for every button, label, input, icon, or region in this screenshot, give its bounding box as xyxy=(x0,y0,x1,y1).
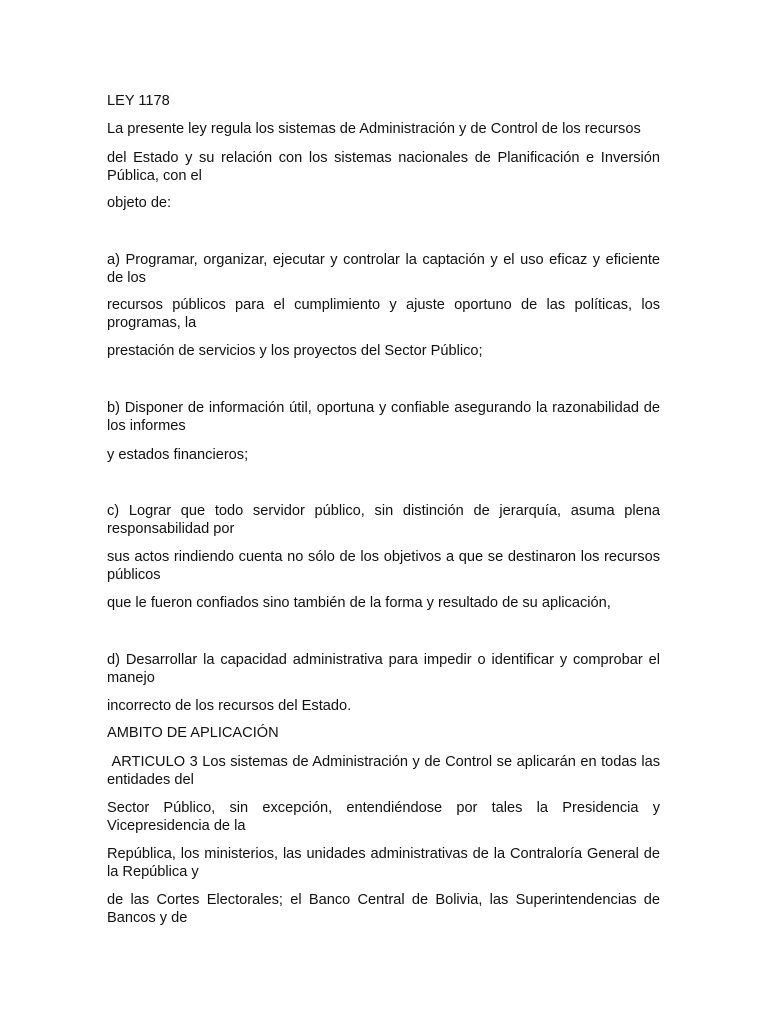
paragraph-text: a) Programar, organizar, ejecutar y controlar la captación y el uso eficaz y eficiente de los xyxy=(107,252,660,286)
paragraph-text: que le fueron confiados sino también de la forma y resultado de su aplicación, xyxy=(107,595,611,611)
article-3-line-1 xyxy=(107,753,665,789)
section-heading-ambito xyxy=(107,724,660,742)
objective-b-line-2 xyxy=(107,446,660,464)
paragraph-text: prestación de servicios y los proyectos del Sector Público; xyxy=(107,343,483,359)
objective-b-line-1 xyxy=(107,399,660,435)
objective-d-line-1 xyxy=(107,651,660,687)
document-title xyxy=(107,92,660,110)
objective-a-line-1 xyxy=(107,251,660,287)
paragraph-text: ARTICULO 3 Los sistemas de Administración y de Control se aplicarán en todas las entidades del xyxy=(107,754,665,788)
paragraph-intro-2 xyxy=(107,149,660,185)
paragraph-text: de las Cortes Electorales; el Banco Central de Bolivia, las Superintendencias de Bancos y de xyxy=(107,892,660,926)
paragraph-text: del Estado y su relación con los sistemas nacionales de Planificación e Inversión Pública, con el xyxy=(107,150,660,184)
paragraph-text: Sector Público, sin excepción, entendiéndose por tales la Presidencia y Vicepresidencia de la xyxy=(107,800,660,834)
paragraph-text: objeto de: xyxy=(107,195,172,211)
paragraph-text: y estados financieros; xyxy=(107,447,249,463)
section-heading-text: AMBITO DE APLICACIÓN xyxy=(107,725,279,741)
paragraph-text: incorrecto de los recursos del Estado. xyxy=(107,698,352,714)
paragraph-intro-1 xyxy=(107,120,660,138)
title-text: LEY 1178 xyxy=(107,93,170,109)
paragraph-intro-3 xyxy=(107,194,660,212)
objective-c-line-2 xyxy=(107,548,660,584)
objective-c-line-3 xyxy=(107,594,660,612)
article-3-line-4 xyxy=(107,891,660,927)
paragraph-text: La presente ley regula los sistemas de Administración y de Control de los recursos xyxy=(107,121,641,137)
paragraph-text: b) Disponer de información útil, oportuna y confiable asegurando la razonabilidad de los informes xyxy=(107,400,660,434)
objective-d-line-2 xyxy=(107,697,660,715)
objective-a-line-2 xyxy=(107,296,660,332)
paragraph-text: d) Desarrollar la capacidad administrativa para impedir o identificar y comprobar el manejo xyxy=(107,652,660,686)
article-3-line-3 xyxy=(107,845,660,881)
paragraph-text: c) Lograr que todo servidor público, sin distinción de jerarquía, asuma plena responsabilidad por xyxy=(107,503,660,537)
paragraph-text: sus actos rindiendo cuenta no sólo de los objetivos a que se destinaron los recursos públicos xyxy=(107,549,660,583)
objective-a-line-3 xyxy=(107,342,660,360)
paragraph-text: recursos públicos para el cumplimiento y ajuste oportuno de las políticas, los programas, la xyxy=(107,297,660,331)
objective-c-line-1 xyxy=(107,502,660,538)
article-3-line-2 xyxy=(107,799,660,835)
paragraph-text: República, los ministerios, las unidades administrativas de la Contraloría General de la República y xyxy=(107,846,660,880)
